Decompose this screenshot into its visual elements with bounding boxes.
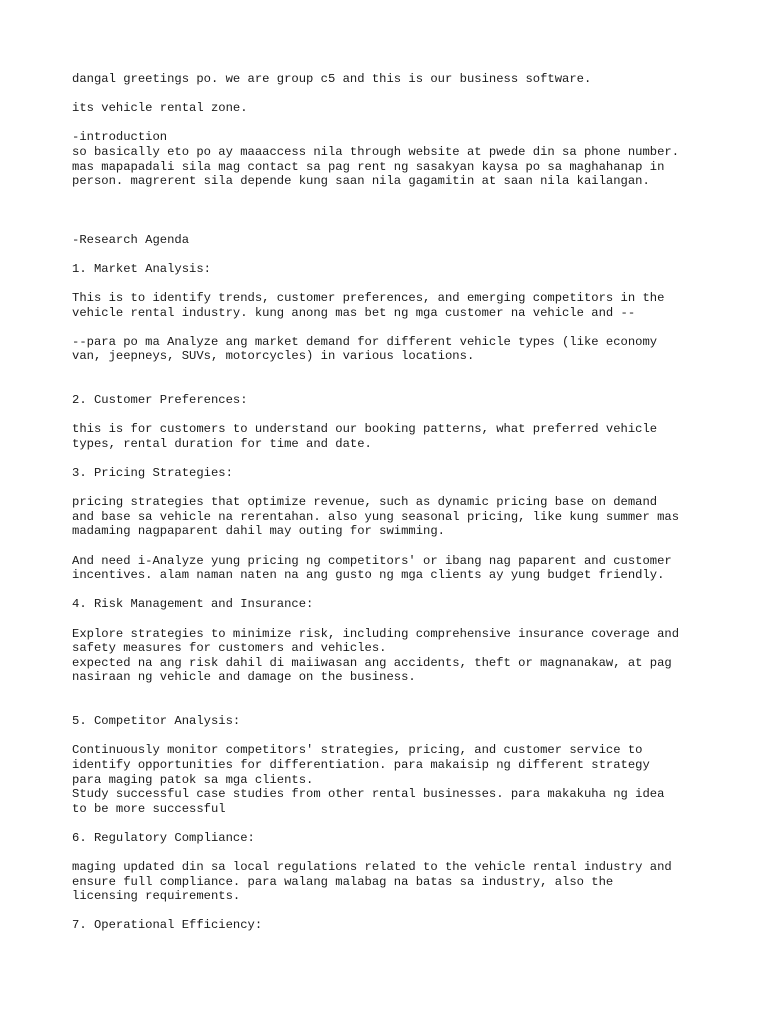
item-heading: 5. Competitor Analysis: [72,714,241,729]
text-line: van, jeepneys, SUVs, motorcycles) in various locations. [72,349,475,364]
text-line: dangal greetings po. we are group c5 and this is our business software. [72,72,592,86]
text-line: para maging patok sa mga clients. [72,772,314,787]
text-line: This is to identify trends, customer preferences, and emerging competitors in the [72,290,665,305]
text-line: pricing strategies that optimize revenue, such as dynamic pricing base on demand [72,495,658,510]
text-line: And need i-Analyze yung pricing ng competitors' or ibang nag paparent and customer [72,553,672,568]
item-heading: 1. Market Analysis: [72,261,211,276]
document-body [72,72,712,933]
text-line: madaming nagpaparent dahil may outing for swimming. [72,524,445,539]
text-line: Continuously monitor competitors' strategies, pricing, and customer service to [72,743,643,758]
text-line: person. magrerent sila depende kung saan nila gagamitin at saan nila kailangan. [72,174,650,189]
text-line: mas mapapadali sila mag contact sa pag rent ng sasakyan kaysa po sa maghahanap in [72,159,665,174]
text-line: safety measures for customers and vehicles. [72,641,387,656]
text-line: types, rental duration for time and date. [72,436,372,451]
text-line: and base sa vehicle na rerentahan. also yung seasonal pricing, like kung summer mas [72,509,680,524]
text-line: --para po ma Analyze ang market demand for different vehicle types (like economy [72,334,658,349]
text-line: its vehicle rental zone. [72,101,248,116]
text-line: expected na ang risk dahil di maiiwasan ang accidents, theft or magnanakaw, at pag [72,655,672,670]
text-line: maging updated din sa local regulations related to the vehicle rental industry and [72,860,672,875]
text-line: Study successful case studies from other rental businesses. para makakuha ng idea [72,787,665,802]
text-line: incentives. alam naman naten na ang gusto ng mga clients ay yung budget friendly. [72,568,665,583]
item-heading: 3. Pricing Strategies: [72,466,233,481]
text-line: licensing requirements. [72,889,241,904]
text-line: this is for customers to understand our booking patterns, what preferred vehicle [72,422,658,437]
text-line: ensure full compliance. para walang malabag na batas sa industry, also the [72,874,614,889]
item-heading: 7. Operational Efficiency: [72,918,263,933]
text-line: identify opportunities for differentiation. para makaisip ng different strategy [72,757,650,772]
section-heading: -introduction [72,130,168,145]
section-heading: -Research Agenda [72,232,190,247]
item-heading: 2. Customer Preferences: [72,393,248,408]
item-heading: 4. Risk Management and Insurance: [72,597,314,612]
item-heading: 6. Regulatory Compliance: [72,830,255,845]
text-line: nasiraan ng vehicle and damage on the business. [72,670,416,685]
text-line: so basically eto po ay maaaccess nila through website at pwede din sa phone number. [72,144,680,159]
text-line: vehicle rental industry. kung anong mas bet ng mga customer na vehicle and -- [72,305,636,320]
text-line: Explore strategies to minimize risk, including comprehensive insurance coverage and [72,626,680,641]
text-line: to be more successful [72,801,226,816]
